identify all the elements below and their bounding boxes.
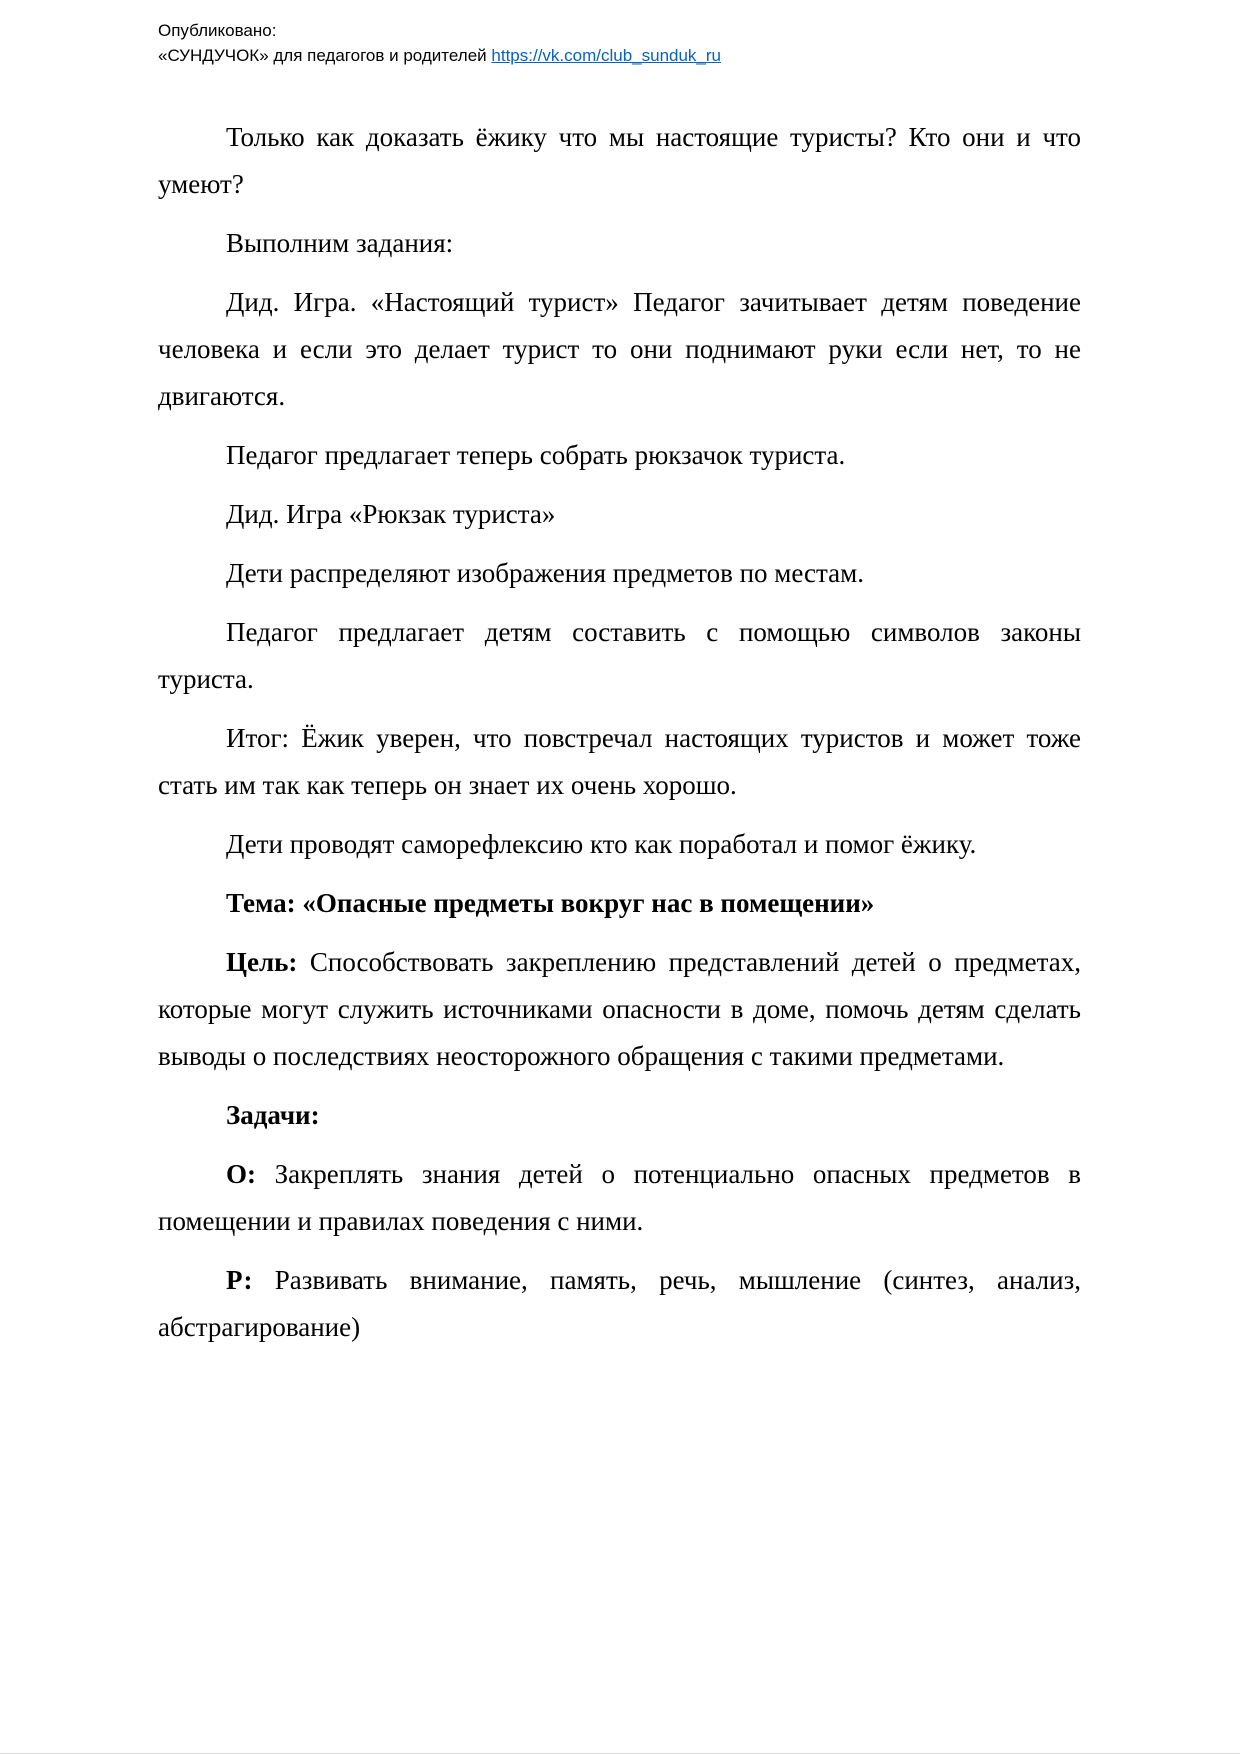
tasks-heading: Задачи: xyxy=(226,1100,320,1130)
paragraph-label: Р: xyxy=(226,1265,253,1295)
paragraph: Только как доказать ёжику что мы настоящие туристы? Кто они и что умеют? xyxy=(158,122,1081,199)
paragraph-goal xyxy=(158,939,1081,1080)
document-body xyxy=(158,114,1081,1351)
topic-heading: Тема: «Опасные предметы вокруг нас в помещении» xyxy=(226,888,875,918)
published-source-line xyxy=(158,43,1081,68)
published-label: Опубликовано: xyxy=(158,21,277,40)
published-header xyxy=(158,18,1081,68)
paragraph: Итог: Ёжик уверен, что повстречал настоящих туристов и может тоже стать им так как теперь он знает их очень хорошо. xyxy=(158,723,1081,800)
paragraph-label: О: xyxy=(226,1159,256,1189)
paragraph: Дид. Игра. «Настоящий турист» Педагог зачитывает детям поведение человека и если это делает турист то они поднимают руки если нет, то не двигаются. xyxy=(158,287,1081,411)
paragraph: Дети проводят саморефлексию кто как поработал и помог ёжику. xyxy=(226,829,977,859)
paragraph: Педагог предлагает теперь собрать рюкзачок туриста. xyxy=(226,440,846,470)
paragraph: Педагог предлагает детям составить с помощью символов законы туриста. xyxy=(158,617,1081,694)
paragraph-label: Цель: xyxy=(226,947,298,977)
vk-link[interactable]: https://vk.com/club_sunduk_ru xyxy=(491,46,722,65)
paragraph: Дид. Игра «Рюкзак туриста» xyxy=(226,499,556,529)
paragraph-text: Способствовать закреплению представлений детей о предметах, которые могут служить источниками опасности в доме, помочь детям сделать выводы о последствиях неосторожного обращения с такими предметами. xyxy=(158,947,1081,1071)
paragraph-text: Развивать внимание, память, речь, мышление (синтез, анализ, абстрагирование) xyxy=(158,1265,1081,1342)
paragraph: Дети распределяют изображения предметов по местам. xyxy=(226,558,864,588)
paragraph-text: Закреплять знания детей о потенциально опасных предметов в помещении и правилах поведения с ними. xyxy=(158,1159,1081,1236)
paragraph-task-r xyxy=(158,1257,1081,1351)
paragraph: Выполним задания: xyxy=(226,228,454,258)
paragraph-task-o xyxy=(158,1151,1081,1245)
source-text: «СУНДУЧОК» для педагогов и родителей xyxy=(158,46,492,65)
